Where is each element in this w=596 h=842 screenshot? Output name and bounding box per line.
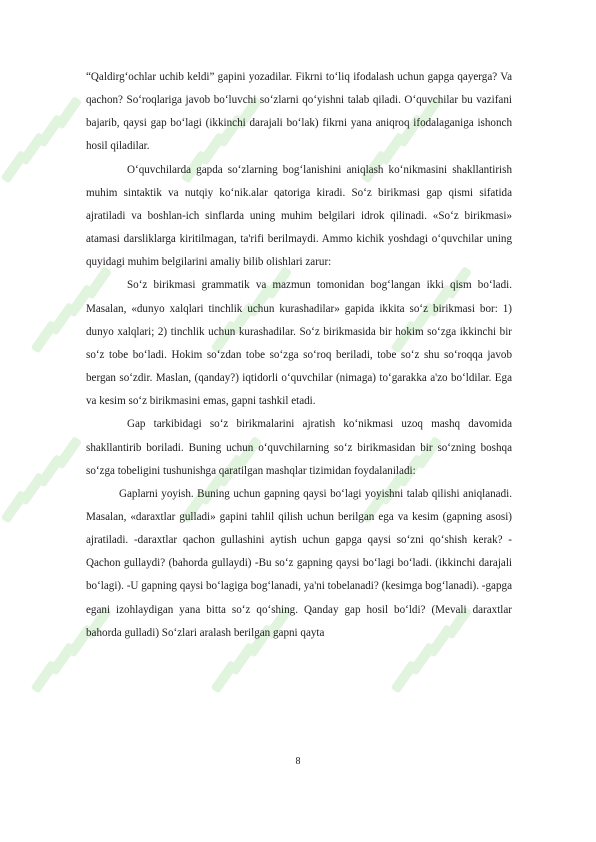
- watermark-mark: [48, 642, 76, 676]
- paragraph-1: “Qaldirg‘ochlar uchib keldi” gapini yozadilar. Fikrni to‘liq ifodalash uchun gapga qayerga? Va qachon? So‘roqlariga javob bo‘luvchi so‘zlarni qo‘yishni talab qiladi. O‘quvchilar bu vazifani bajarib, qaysi gap bo‘lagi (ikkinchi darajali bo‘lak) fikrni yana aniqroq ifodalaganiga ishonch hosil qiladilar.: [86, 71, 512, 153]
- watermark-mark: [36, 114, 64, 148]
- paragraph-2: O‘quvchilarda gapda so‘zlarning bog‘lanishini aniqlash ko‘nikmasini shakllantirish muhim sintaktik va nutqiy ko‘nik.alar qatoriga kiradi. So‘z birikmasi gap qismi sifatida ajratiladi va boshlan-ich sinflarda uning muhim belgilari idrok qilinadi. «So‘z birikmasi» atamasi darsliklarga kiritilmagan, ta'rifi berilmaydi. Ammo kichik yoshdagi o‘quvchilar uning quyidagi muhim belgilarini amaliy bilib olishlari zarur:: [86, 163, 512, 269]
- watermark-mark: [0, 490, 28, 524]
- watermark-mark: [54, 96, 82, 130]
- body-text: [86, 66, 512, 645]
- watermark-mark: [18, 132, 46, 166]
- page-number: 8: [295, 756, 301, 767]
- paragraph-3: So‘z birikmasi grammatik va mazmun tomonidan bog‘langan ikki qism bo‘ladi. Masalan, «dunyo xalqlari tinchlik uchun kurashadilar» gapida ikkita so‘z birikmasi bor: 1) dunyo xalqlari; 2) tinchlik uchun kurashadilar. So‘z birikmasida bir hokim so‘zga ikkinchi bir so‘z tobe bo‘ladi. Hokim so‘zdan tobe so‘zga so‘roq beriladi, tobe so‘z shu so‘roqqa javob bergan so‘zdir. Maslan, (qanday?) iqtidorli o‘quvchilar (nimaga) to‘garakka a'zo bo‘ldilar. Ega va kesim so‘z birikmasini emas, gapni tashkil etadi.: [86, 279, 512, 408]
- watermark-mark: [48, 302, 76, 336]
- watermark-mark: [228, 642, 256, 676]
- watermark-mark: [390, 660, 418, 694]
- watermark-mark: [18, 472, 46, 506]
- watermark-mark: [30, 660, 58, 694]
- watermark-mark: [408, 642, 436, 676]
- watermark-mark: [210, 660, 238, 694]
- paragraph-6: Gaplarni yoyish. Buning uchun gapning qaysi bo‘lagi yoyishni talab qilishi aniqlanadi. Masalan, «daraxtlar gulladi» gapini tahlil qilish uchun berilgan ega va kesim (gapning asosi) ajratiladi. -daraxtlar qachon gullashini aytish uchun gapga qaysi so‘zni qo‘shish kerak? -Qachon gullaydi? (bahorda gullaydi) -Bu so‘z gapning qaysi bo‘lagi bo‘ladi. (ikkinchi darajali bo‘lagi). -U gapning qaysi bo‘lagiga bog‘lanadi, ya'ni tobelanadi? (kesimga bog‘lanadi). -gapga egani izohlaydigan yana bitta so‘z qo‘shing. Qanday gap hosil bo‘ldi? (Mevali daraxtlar bahorda gulladi) So‘zlari aralash berilgan gapni qayta: [86, 487, 512, 639]
- paragraph-5: shakllantirib boriladi. Buning uchun o‘quvchilarning so‘z birikmasidan bir so‘zning boshqa so‘zga tobeligini tushunishga qaratilgan mashqlar tizimidan foydalaniladi:: [86, 441, 512, 477]
- watermark-mark: [30, 320, 58, 354]
- watermark-mark: [36, 454, 64, 488]
- paragraph-4: Gap tarkibidagi so‘z birikmalarini ajratish ko‘nikmasi uzoq mashq davomida: [127, 418, 512, 431]
- watermark-mark: [0, 150, 28, 184]
- watermark-mark: [54, 436, 82, 470]
